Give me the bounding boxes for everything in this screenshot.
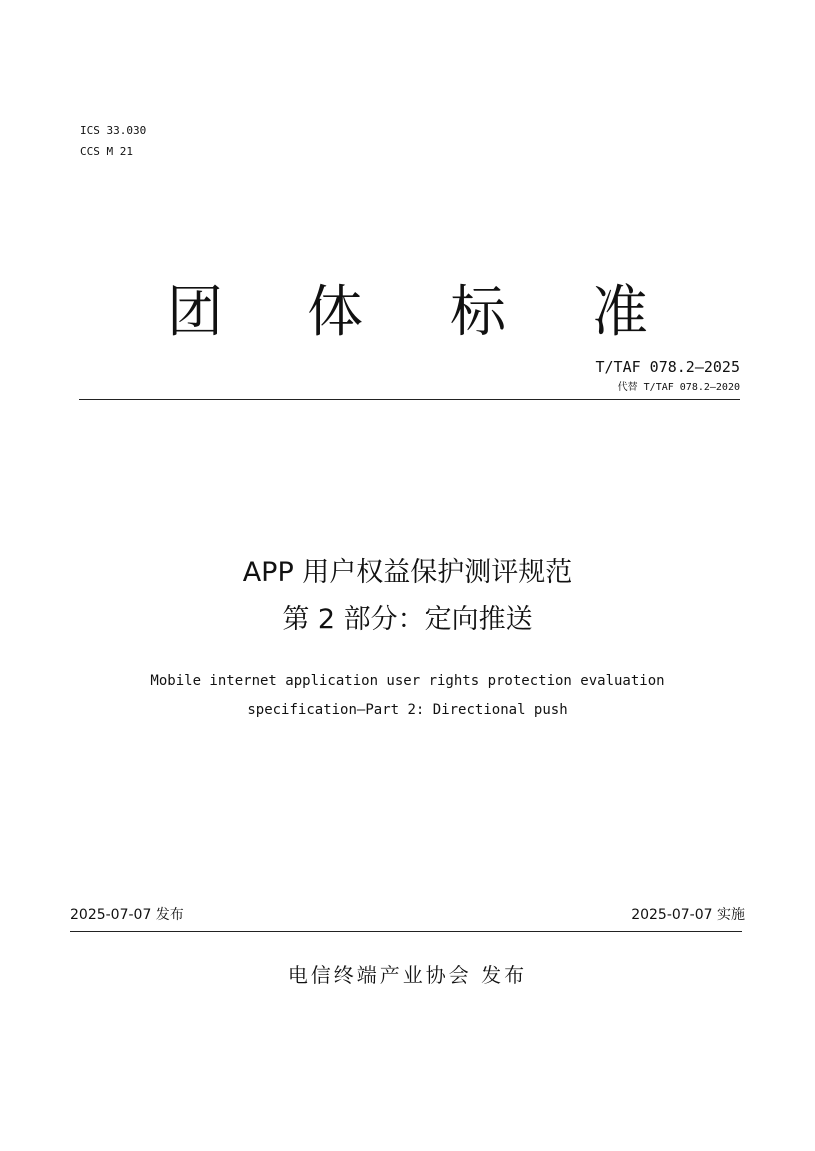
replaces-standard: 代替 T/TAF 078.2—2020	[617, 382, 740, 393]
standard-number: T/TAF 078.2—2025	[595, 358, 740, 376]
english-title-line1: Mobile internet application user rights protection evaluation	[150, 673, 665, 689]
ics-code: ICS 33.030	[80, 124, 147, 137]
group-standard-title	[0, 278, 815, 348]
title-char: 团	[167, 280, 223, 345]
implementation-date: 2025-07-07 实施	[631, 907, 745, 923]
ccs-code: CCS M 21	[80, 145, 133, 158]
english-title-line2: specification—Part 2: Directional push	[247, 702, 568, 718]
title-char: 准	[592, 280, 648, 345]
publish-date: 2025-07-07 发布	[70, 907, 184, 923]
header-divider	[79, 399, 740, 400]
title-char: 体	[307, 280, 363, 345]
document-title-line1: APP 用户权益保护测评规范	[242, 557, 573, 588]
title-char: 标	[450, 280, 506, 345]
document-title-line2: 第 2 部分：定向推送	[282, 604, 533, 635]
publisher: 电信终端产业协会 发布	[287, 963, 528, 987]
footer-divider	[70, 931, 742, 932]
